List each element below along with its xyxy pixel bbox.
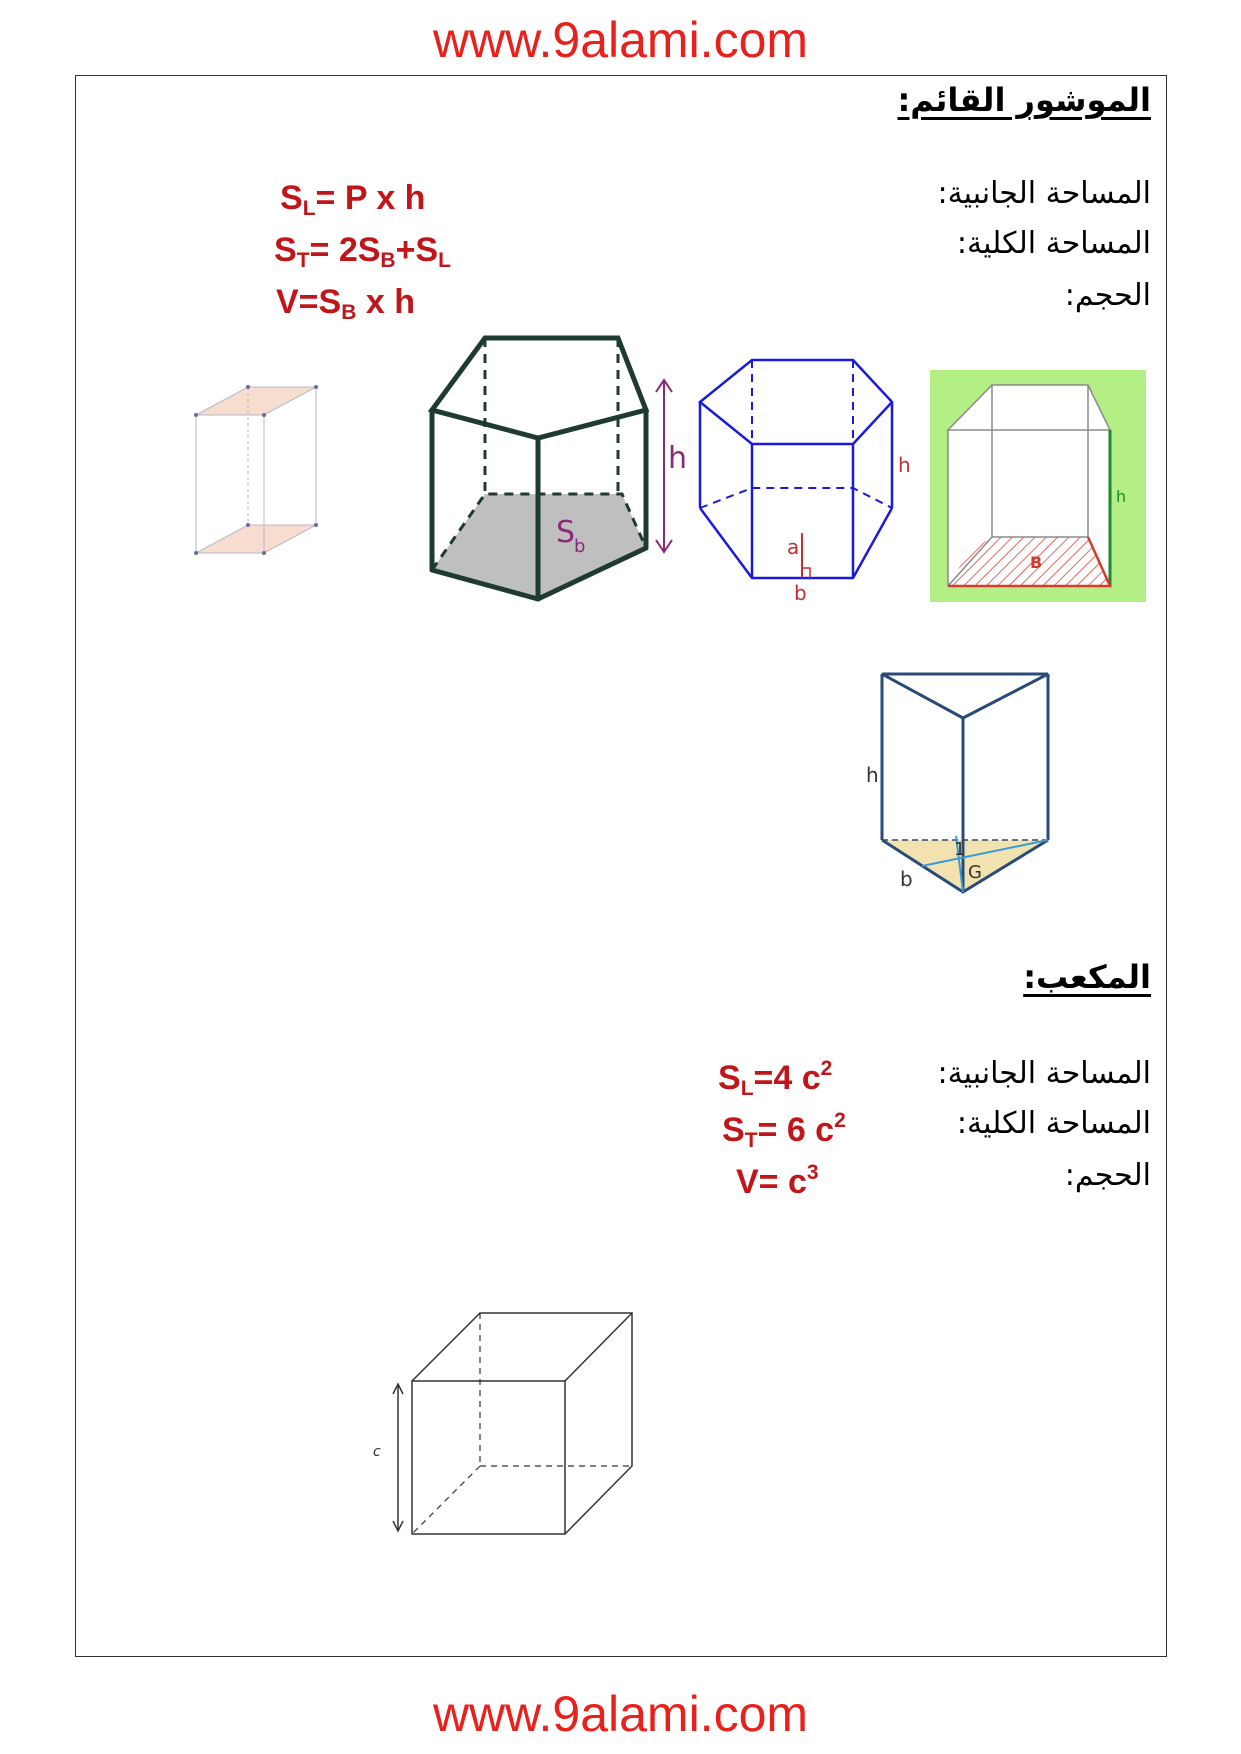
hexagon-height-label: h: [898, 453, 911, 477]
prism-total-area-label: المساحة الكلية:: [956, 226, 1151, 261]
pentagonal-prism-figure: [420, 330, 700, 610]
triangular-prism-figure: [860, 670, 1060, 910]
triangle-mark-label: 1: [954, 839, 966, 860]
prism-lateral-area-label: المساحة الجانبية:: [937, 176, 1151, 211]
cube-total-area-formula: $S_T= 6$ $c^2$: [722, 1109, 846, 1152]
cube-edge-label: c: [373, 1444, 381, 1460]
triangle-g-label: G: [968, 862, 982, 883]
cube-figure: [370, 1310, 640, 1540]
prism-heading: الموشور القائم:: [897, 81, 1151, 119]
green-height-label: h: [1116, 487, 1127, 506]
green-base-label: B: [1030, 553, 1043, 572]
hexagon-b-label: b: [794, 581, 807, 605]
hexagonal-prism-figure: [690, 350, 940, 610]
hexagon-a-label: a: [787, 535, 800, 559]
triangle-height-label: h: [866, 763, 879, 787]
pentagon-base-sub-label: b: [574, 536, 586, 557]
cube-total-area-label: المساحة الكلية:: [956, 1106, 1151, 1141]
cube-lateral-area-label: المساحة الجانبية:: [937, 1056, 1151, 1091]
website-url-bottom[interactable]: www.9alami.com: [432, 1686, 809, 1742]
prism-lateral-area-formula: $S_L= P$ x h: [280, 179, 426, 220]
pentagon-height-label: h: [668, 441, 688, 476]
website-url-top[interactable]: www.9alami.com: [432, 12, 809, 68]
prism-total-area-formula: $S_T= 2S_B+S_L$: [274, 231, 451, 272]
cube-lateral-area-formula: $S_L=4$ $c^2$: [718, 1057, 833, 1100]
prism-volume-formula: $V=S_B$ x h: [276, 283, 415, 324]
triangle-b-label: b: [900, 867, 913, 891]
prism-volume-label: الحجم:: [1064, 278, 1151, 313]
cube-volume-formula: $V= c^3$: [736, 1161, 819, 1201]
rectangular-prism-figure: [190, 380, 330, 560]
green-prism-figure: [930, 370, 1146, 602]
cube-volume-label: الحجم:: [1064, 1158, 1151, 1193]
pentagon-base-label: S: [556, 515, 576, 550]
cube-heading: المكعب:: [1023, 958, 1151, 996]
